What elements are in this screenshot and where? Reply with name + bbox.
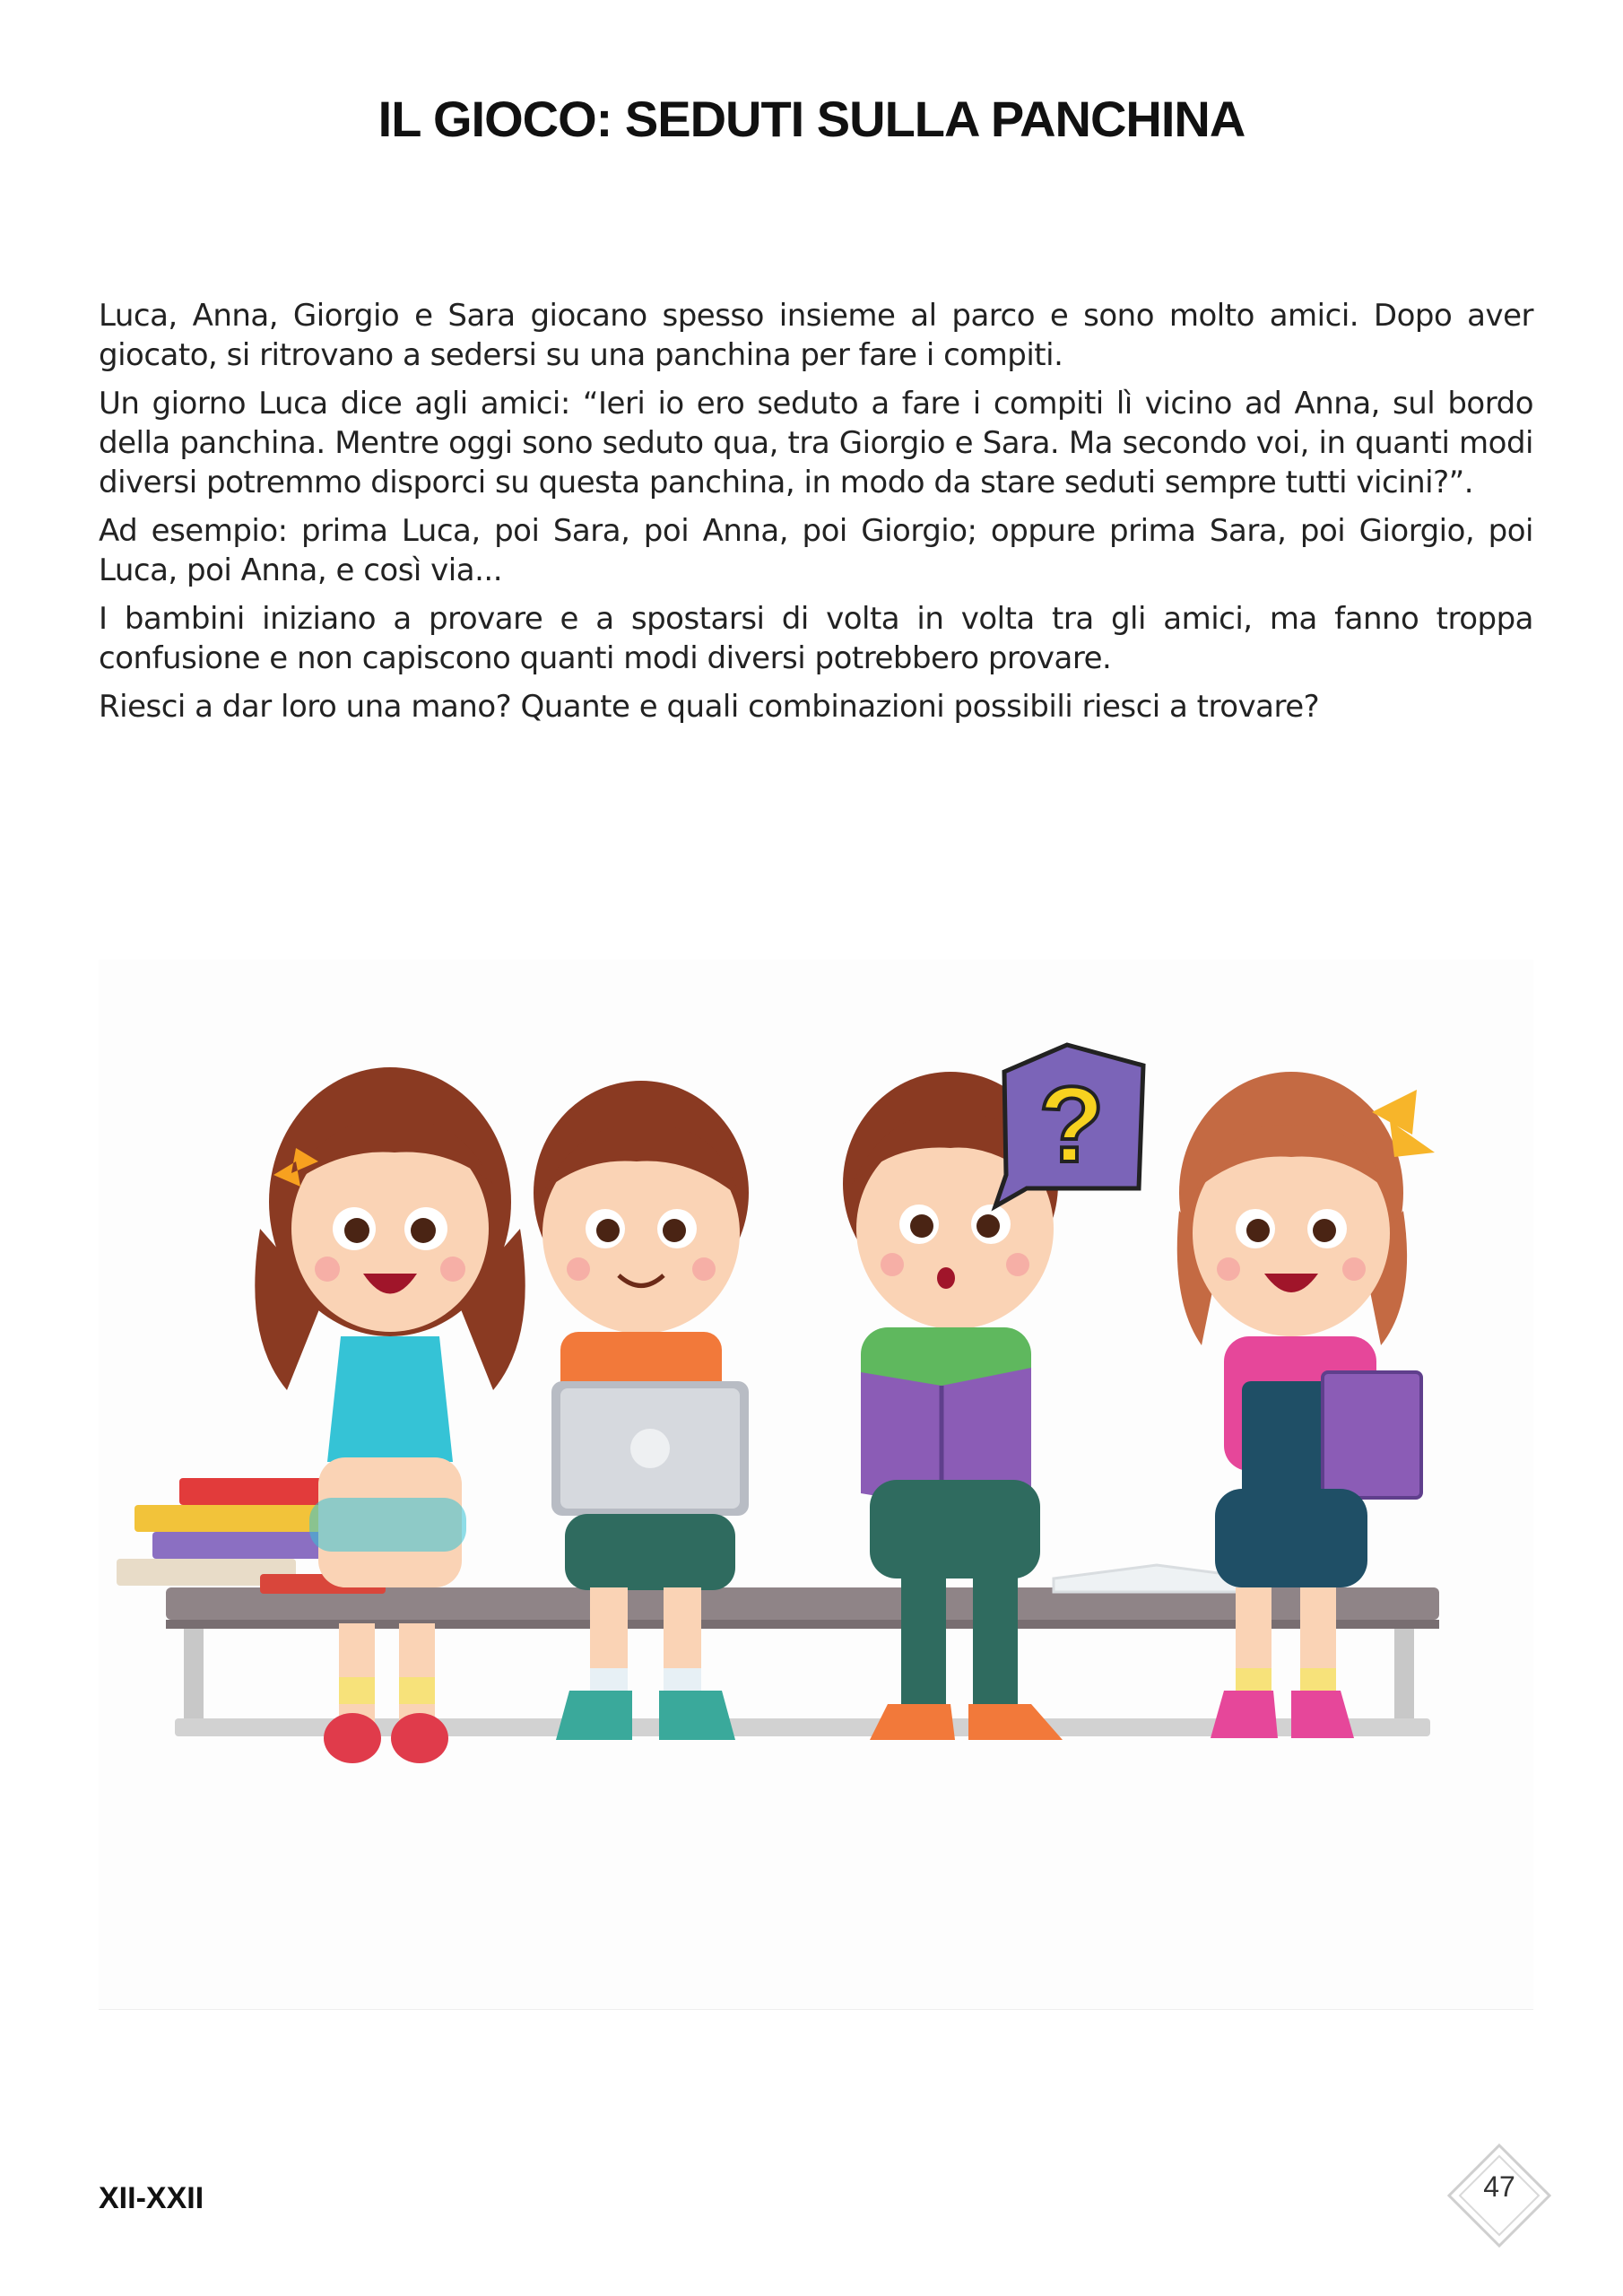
paragraph-challenge: Riesci a dar loro una mano? Quante e quali combinazioni possibili riesci a trovare? [99,689,1320,725]
boy-luca [534,1081,749,1740]
girl-anna [255,1067,525,1763]
paragraph-luca-question: Un giorno Luca dice agli amici: “Ieri io ero seduto a fare i compiti lì vicino ad Anna, sul bordo della panchina. Mentre oggi sono seduto qua, tra Giorgio e Sara. Ma secondo voi, in quanti modi diversi potremmo disporci su questa panchina, in modo da stare seduti sempre tutti vicini?”. [99,386,1533,500]
paragraph-example: Ad esempio: prima Luca, poi Sara, poi Anna, poi Giorgio; oppure prima Sara, poi Giorgio, poi Luca, poi Anna, e così via... [99,513,1533,588]
illustration-panel [99,960,1533,2010]
paragraph-intro: Luca, Anna, Giorgio e Sara giocano spesso insieme al parco e sono molto amici. Dopo aver giocato, si ritrovano a sedersi su una panchina per fare i compiti. [99,298,1533,373]
question-bubble [995,1045,1143,1206]
footer-code: XII-XXII [99,2181,204,2215]
paragraph-confusion: I bambini iniziano a provare e a spostarsi di volta in volta tra gli amici, ma fanno troppa confusione e non capiscono quanti modi diversi potrebbero provare. [99,601,1533,676]
page-number: 47 [1483,2170,1515,2203]
page-title: IL GIOCO: SEDUTI SULLA PANCHINA [378,91,1245,147]
children-on-bench-illustration [99,960,1533,2009]
question-mark-symbol: ? [1038,1065,1105,1185]
exercise-text [99,296,1533,735]
